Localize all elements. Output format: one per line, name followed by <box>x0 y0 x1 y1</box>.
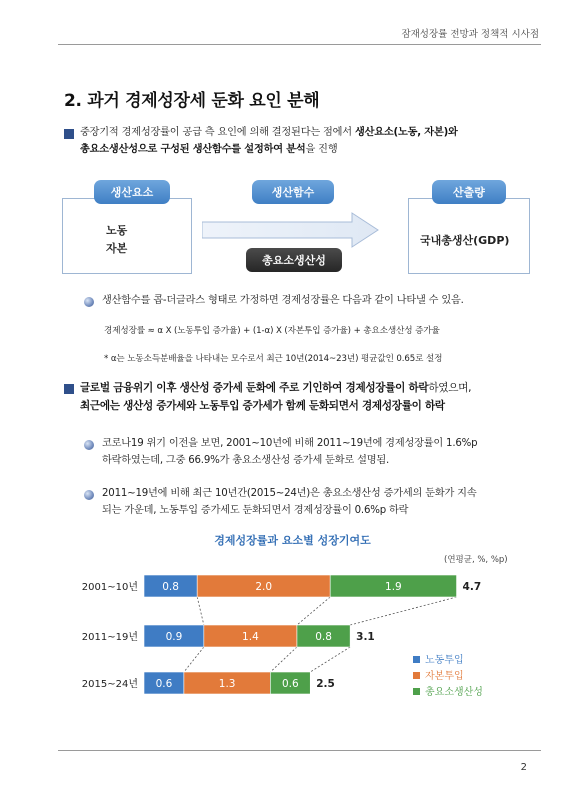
sub2-line2: 하락하였는데, 그중 66.9%가 총요소생산성 증가세 둔화로 설명됨. <box>102 455 390 466</box>
total-label: 3.1 <box>356 631 375 643</box>
arrow-right-icon <box>202 212 380 248</box>
bar-value-label: 0.8 <box>162 581 179 593</box>
sub-paragraph-3 <box>102 485 542 519</box>
chart-title: 경제성장률과 요소별 성장기여도 <box>214 534 371 547</box>
total-label: 4.7 <box>462 581 482 593</box>
para2-bold: 글로벌 금융위기 이후 생산성 증가세 둔화에 주로 기인하여 경제성장률이 하락 <box>80 382 429 394</box>
para1-text: 중장기적 경제성장률이 공급 측 요인에 의해 결정된다는 점에서 <box>80 127 355 138</box>
alpha-note: * α는 노동소득분배율을 나타내는 모수로서 최근 10년(2014~23년) 평균값인 0.65로 설정 <box>104 354 443 364</box>
para1-bold: 생산요소(노동, 자본)와 <box>354 127 458 138</box>
paragraph-2 <box>80 379 546 415</box>
input-pill: 생산요소 <box>94 180 170 204</box>
input-item-capital: 자본 <box>106 242 128 255</box>
connector-line <box>310 647 350 672</box>
legend-swatch <box>413 672 420 679</box>
category-label: 2001~10년 <box>81 582 138 593</box>
category-label: 2011~19년 <box>81 632 138 643</box>
square-bullet <box>64 384 74 394</box>
para1-text-2: 을 진행 <box>305 144 338 155</box>
ball-bullet <box>84 490 94 500</box>
chart-unit: (연평균, %, %p) <box>444 555 508 565</box>
section-title: 2. 과거 경제성장세 둔화 요인 분해 <box>64 91 320 111</box>
para2-bold-2: 최근에는 생산성 증가세와 노동투입 증가세가 함께 둔화되면서 경제성장률이 하락 <box>80 400 445 412</box>
bar-value-label: 0.6 <box>155 678 173 690</box>
sub-paragraph-1: 생산함수를 콥-더글라스 형태로 가정하면 경제성장률은 다음과 같이 나타낼 수 있음. <box>102 295 464 306</box>
page-number: 2 <box>520 762 527 773</box>
legend-label: 노동투입 <box>425 655 464 666</box>
running-header: 잠재성장률 전망과 정책적 시사점 <box>401 29 539 40</box>
header-rule <box>58 44 541 45</box>
bar-value-label: 2.0 <box>255 581 273 593</box>
sub3-line1: 2011~19년에 비해 최근 10년간(2015~24년)은 총요소생산성 증가세의 둔화가 지속 <box>102 488 477 499</box>
connector-line <box>350 597 456 625</box>
tfp-pill: 총요소생산성 <box>246 248 342 272</box>
output-pill: 산출량 <box>432 180 506 204</box>
connector-line <box>270 647 297 672</box>
category-label: 2015~24년 <box>81 679 138 690</box>
connector-line <box>297 597 330 625</box>
input-item-labor: 노동 <box>106 224 128 237</box>
bar-value-label: 1.9 <box>385 581 402 593</box>
legend-label: 자본투입 <box>425 671 464 682</box>
legend-swatch <box>413 688 420 695</box>
sub3-line2: 되는 가운데, 노동투입 증가세도 둔화되면서 경제성장률이 0.6%p 하락 <box>102 505 409 516</box>
bar-value-label: 1.4 <box>242 631 259 643</box>
sub2-line1: 코로나19 위기 이전을 보면, 2001~10년에 비해 2011~19년에 경제성장률이 1.6%p <box>102 438 478 449</box>
function-pill: 생산함수 <box>252 180 334 204</box>
para2-text: 하였으며, <box>428 382 472 394</box>
growth-contribution-chart <box>60 562 530 742</box>
bar-value-label: 0.8 <box>315 631 332 643</box>
bar-value-label: 0.6 <box>281 678 299 690</box>
footer-rule <box>58 750 541 751</box>
production-function-diagram <box>62 176 530 286</box>
legend-label: 총요소생산성 <box>425 687 483 698</box>
connector-line <box>184 647 204 672</box>
bar-value-label: 0.9 <box>165 631 183 643</box>
output-item-gdp: 국내총생산(GDP) <box>420 234 510 247</box>
ball-bullet <box>84 440 94 450</box>
connector-line <box>197 597 204 625</box>
paragraph-1 <box>80 124 540 158</box>
para1-bold-2: 총요소생산성으로 구성된 생산함수를 설정하여 분석 <box>80 144 306 155</box>
square-bullet <box>64 129 74 139</box>
growth-formula: 경제성장률 ≈ α X (노동투입 증가율) + (1-α) X (자본투입 증가율) + 총요소생산성 증가율 <box>104 326 440 336</box>
legend-swatch <box>413 656 420 663</box>
total-label: 2.5 <box>316 678 335 690</box>
bar-value-label: 1.3 <box>218 678 236 690</box>
ball-bullet <box>84 297 94 307</box>
sub-paragraph-2 <box>102 435 542 469</box>
